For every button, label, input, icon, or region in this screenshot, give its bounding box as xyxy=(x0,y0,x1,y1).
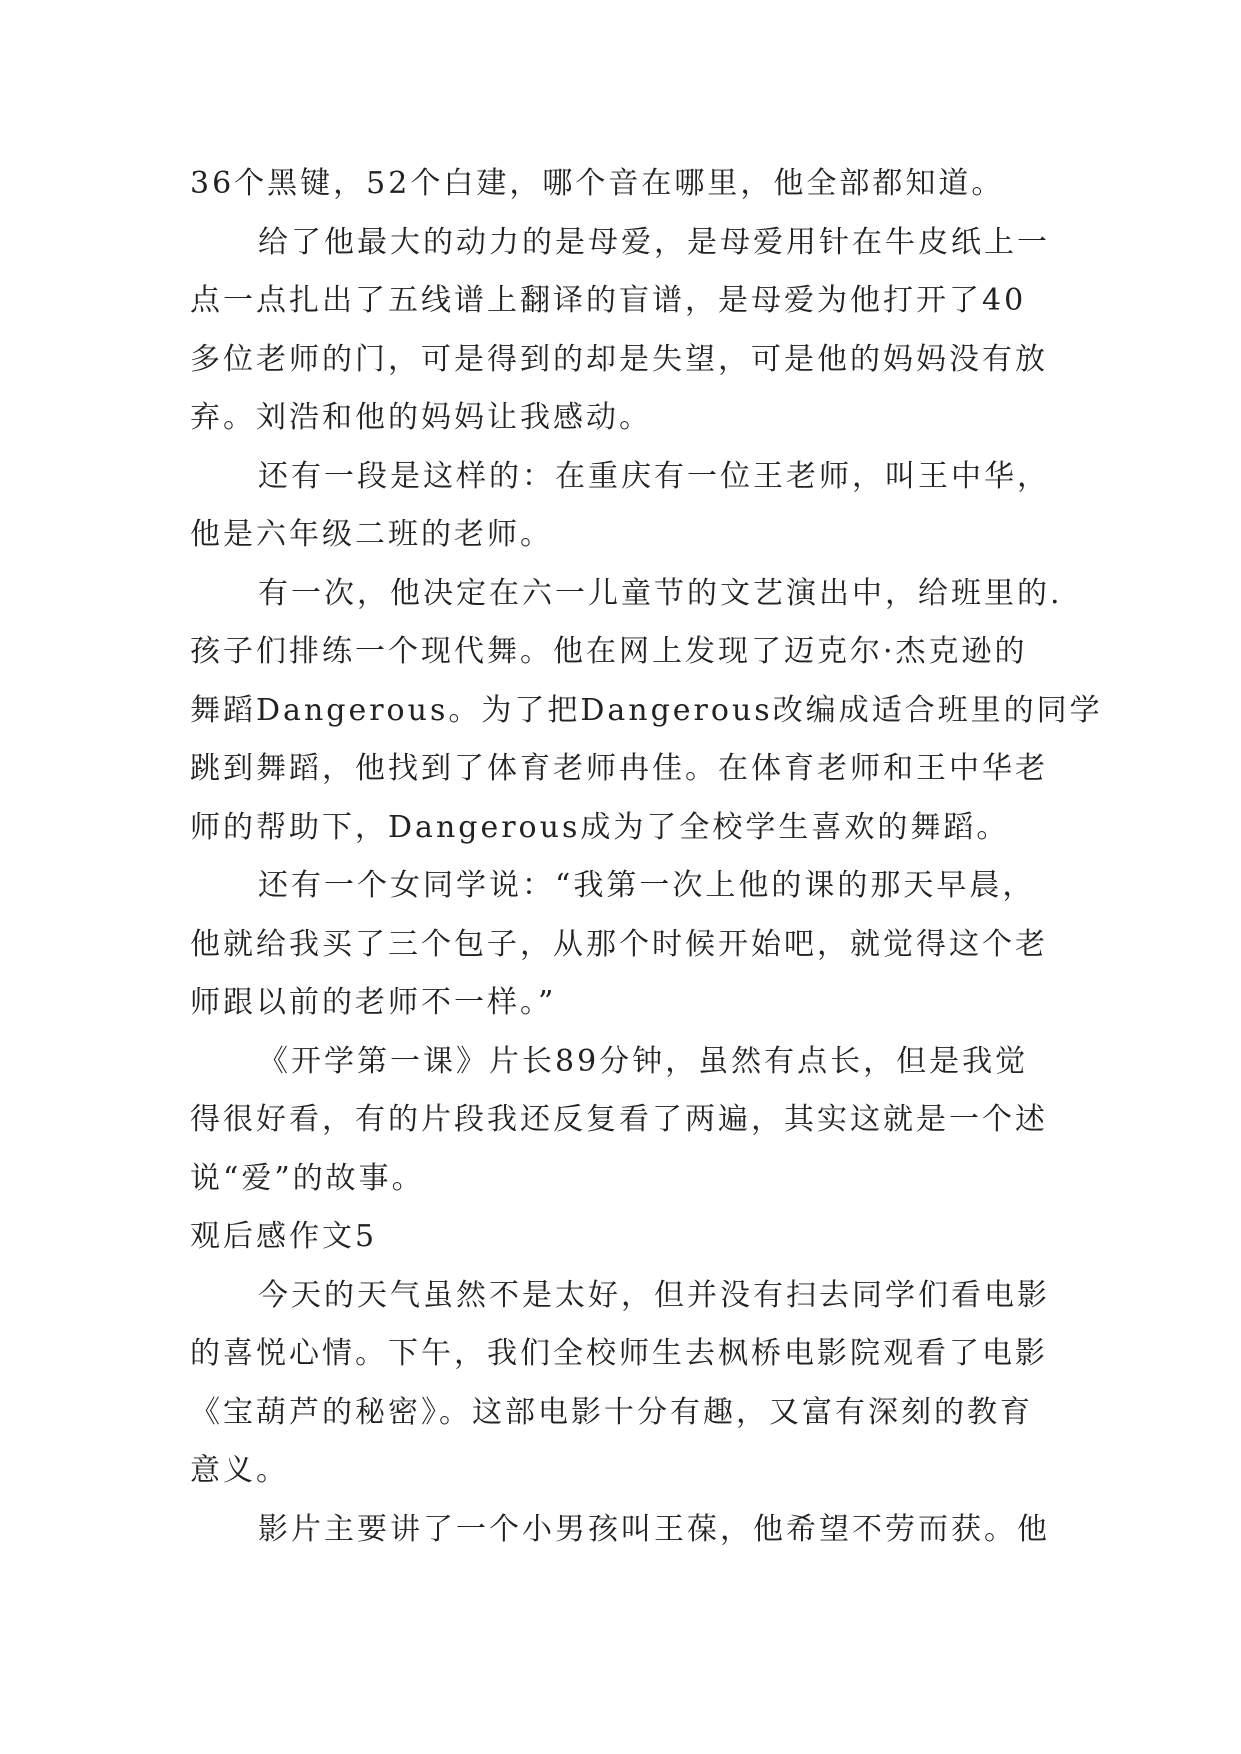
text-line: 还有一个女同学说：“我第一次上他的课的那天早晨， xyxy=(258,868,1036,903)
text-line: 今天的天气虽然不是太好，但并没有扫去同学们看电影 xyxy=(258,1277,1050,1313)
text-line: 跳到舞蹈，他找到了体育老师冉佳。在体育老师和王中华老 xyxy=(190,751,1048,786)
text-line: 他是六年级二班的老师。 xyxy=(190,517,553,552)
text-line: 师的帮助下，Dangerous成为了全校学生喜欢的舞蹈。 xyxy=(190,809,1010,845)
body-text xyxy=(190,155,1103,1559)
text-line: 36个黑键，52个白建，哪个音在哪里，他全部都知道。 xyxy=(190,166,1005,201)
text-line: 影片主要讲了一个小男孩叫王葆，他希望不劳而获。他 xyxy=(258,1511,1050,1547)
text-line: 弃。刘浩和他的妈妈让我感动。 xyxy=(190,400,652,435)
text-line: 得很好看，有的片段我还反复看了两遍，其实这就是一个述 xyxy=(190,1102,1048,1137)
text-line: 说“爱”的故事。 xyxy=(190,1160,425,1196)
text-line: 的喜悦心情。下午，我们全校师生去枫桥电影院观看了电影 xyxy=(190,1336,1048,1371)
text-line: 《宝葫芦的秘密》。这部电影十分有趣，又富有深刻的教育 xyxy=(190,1394,1033,1430)
text-line: 观后感作文5 xyxy=(190,1219,378,1254)
text-line: 给了他最大的动力的是母爱，是母爱用针在牛皮纸上一 xyxy=(258,224,1050,260)
text-line: 孩子们排练一个现代舞。他在网上发现了迈克尔·杰克逊的 xyxy=(190,634,1028,669)
text-line: 师跟以前的老师不一样。” xyxy=(190,985,557,1020)
text-line: 舞蹈Dangerous。为了把Dangerous改编成适合班里的同学 xyxy=(190,692,1103,728)
text-line: 《开学第一课》片长89分钟，虽然有点长，但是我觉 xyxy=(258,1043,1029,1079)
text-line: 他就给我买了三个包子，从那个时候开始吧，就觉得这个老 xyxy=(190,926,1048,962)
text-line: 多位老师的门，可是得到的却是失望，可是他的妈妈没有放 xyxy=(190,341,1048,377)
text-line: 点一点扎出了五线谱上翻译的盲谱，是母爱为他打开了40 xyxy=(190,283,1027,318)
text-line: 还有一段是这样的：在重庆有一位王老师，叫王中华， xyxy=(258,458,1050,494)
text-line: 有一次，他决定在六一儿童节的文艺演出中，给班里的. xyxy=(258,575,1063,611)
text-line: 意义。 xyxy=(190,1453,289,1488)
